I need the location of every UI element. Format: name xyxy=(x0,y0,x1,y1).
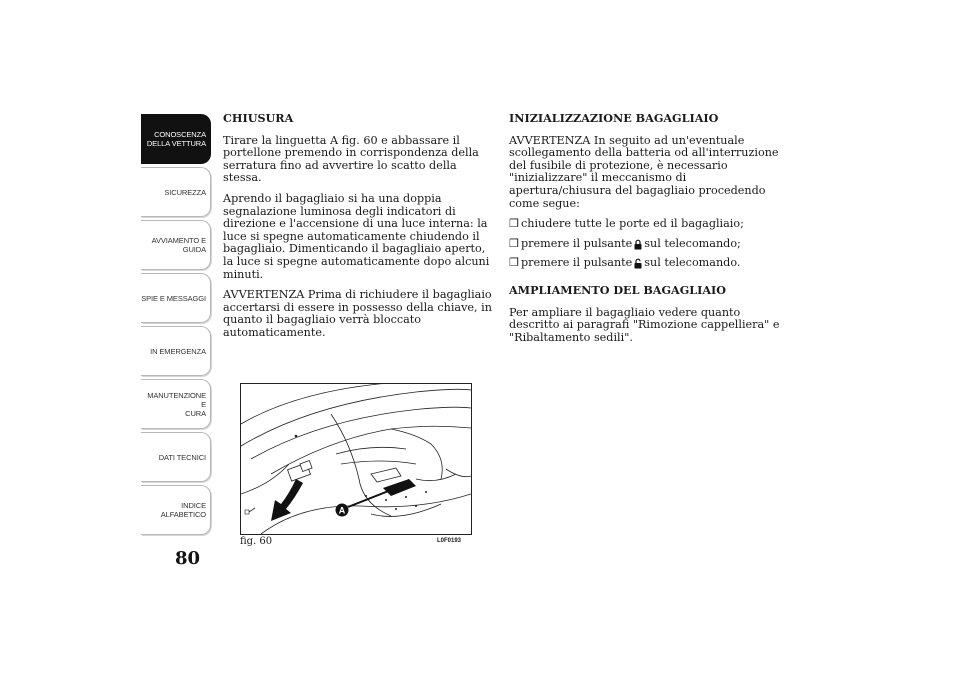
tab-indice-alfabetico[interactable] xyxy=(141,485,211,535)
tab-sicurezza[interactable] xyxy=(141,167,211,217)
figure-caption: fig. 60 xyxy=(240,536,273,547)
paragraph: Aprendo il bagagliaio si ha una doppia segnalazione luminosa degli indicatori di direzione e l'accensione di una luce interna: la luce si spegne automaticamente chiudendo il bagagliaio. Dimenticando il bagagliaio aperto, la luce si spegne automaticamente dopo alcuni minuti. xyxy=(223,191,490,281)
list-item xyxy=(509,257,781,270)
list-item xyxy=(509,218,781,231)
tab-avviamento-e-guida[interactable] xyxy=(141,220,211,270)
lock-open-icon xyxy=(634,258,642,269)
tab-label: MANUTENZIONE E CURA xyxy=(147,390,206,418)
tab-label: IN EMERGENZA xyxy=(150,346,206,356)
trunk-line-drawing xyxy=(241,384,471,534)
section-heading-chiusura: CHIUSURA xyxy=(223,111,294,125)
left-column xyxy=(223,112,495,348)
tab-in-emergenza[interactable] xyxy=(141,326,211,376)
tab-spie-e-messaggi[interactable] xyxy=(141,273,211,323)
list-item xyxy=(509,238,781,251)
tab-label: SICUREZZA xyxy=(164,187,206,197)
section-heading-inizializzazione: INIZIALIZZAZIONE BAGAGLIAIO xyxy=(509,111,719,125)
tab-dati-tecnici[interactable] xyxy=(141,432,211,482)
list-item-text: chiudere tutte le porte ed il bagagliaio; xyxy=(521,217,744,231)
section-heading-ampliamento: AMPLIAMENTO DEL BAGAGLIAIO xyxy=(509,282,727,297)
tab-conoscenza-della-vettura[interactable] xyxy=(141,114,211,164)
tab-label: INDICE ALFABETICO xyxy=(160,501,206,519)
tab-manutenzione-e-cura[interactable] xyxy=(141,379,211,429)
figure-trunk-illustration xyxy=(240,383,472,535)
warning-paragraph: AVVERTENZA In seguito ad un'eventuale scollegamento della batteria od all'interruzione del fusibile di protezione, è necessario "inizializzare" il meccanismo di apertura/chiusura del bagagliaio procedendo come segue: xyxy=(509,133,779,210)
figure-code: L0F0193 xyxy=(437,538,462,544)
lock-closed-icon xyxy=(634,239,642,250)
tab-label: DATI TECNICI xyxy=(158,452,206,462)
list-item-text: premere il pulsante xyxy=(521,256,633,270)
callout-label: A xyxy=(338,505,346,516)
list-item-text: sul telecomando; xyxy=(644,236,741,250)
paragraph: Per ampliare il bagagliaio vedere quanto descritto ai paragrafi "Rimozione cappelliera" e "Ribaltamento sedili". xyxy=(509,305,780,344)
page-number: 80 xyxy=(175,548,201,569)
warning-paragraph: AVVERTENZA Prima di richiudere il bagagliaio accertarsi di essere in possesso della chiave, in quanto il bagagliaio verrà bloccato automaticamente. xyxy=(223,288,492,339)
tab-label: SPIE E MESSAGGI xyxy=(141,293,206,303)
chapter-tabs xyxy=(141,114,211,538)
checkbox-bullet-icon: ❒ xyxy=(509,217,519,231)
list-item-text: premere il pulsante xyxy=(521,236,633,250)
checkbox-bullet-icon: ❒ xyxy=(509,236,519,250)
tab-label: CONOSCENZA DELLA VETTURA xyxy=(146,130,206,148)
tab-label: AVVIAMENTO E GUIDA xyxy=(151,236,206,254)
paragraph: Tirare la linguetta A fig. 60 e abbassare il portellone premendo in corrispondenza della serratura fino ad avvertire lo scatto della stessa. xyxy=(223,133,479,185)
list-item-text: sul telecomando. xyxy=(644,256,741,270)
right-column xyxy=(509,112,781,352)
checkbox-bullet-icon: ❒ xyxy=(509,256,519,270)
